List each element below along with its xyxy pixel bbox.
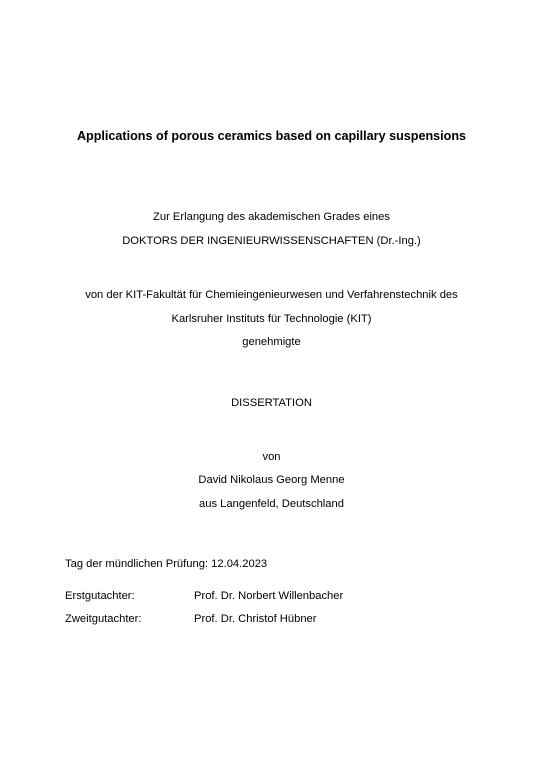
dissertation-title: Applications of porous ceramics based on capillary suspensions — [76, 129, 467, 143]
author-name: David Nikolaus Georg Menne — [198, 474, 345, 486]
reviewer-1-role: Erstgutachter: — [65, 590, 135, 602]
approved-label: genehmigte — [242, 336, 301, 348]
faculty-line-2: Karlsruher Instituts für Technologie (KIT) — [171, 313, 372, 325]
faculty-line-1: von der KIT-Fakultät für Chemieingenieurwesen und Verfahrenstechnik des — [85, 289, 458, 301]
reviewer-1-name: Prof. Dr. Norbert Willenbacher — [194, 590, 344, 602]
degree-name: DOKTORS DER INGENIEURWISSENSCHAFTEN (Dr.-Ing.) — [122, 235, 421, 247]
reviewer-2-role: Zweitgutachter: — [65, 613, 142, 625]
reviewer-2-name: Prof. Dr. Christof Hübner — [194, 613, 317, 625]
by-label: von — [262, 451, 281, 463]
degree-intro: Zur Erlangung des akademischen Grades eines — [153, 211, 390, 223]
document-type: DISSERTATION — [231, 397, 312, 409]
exam-date: Tag der mündlichen Prüfung: 12.04.2023 — [65, 558, 268, 570]
author-origin: aus Langenfeld, Deutschland — [199, 498, 344, 510]
